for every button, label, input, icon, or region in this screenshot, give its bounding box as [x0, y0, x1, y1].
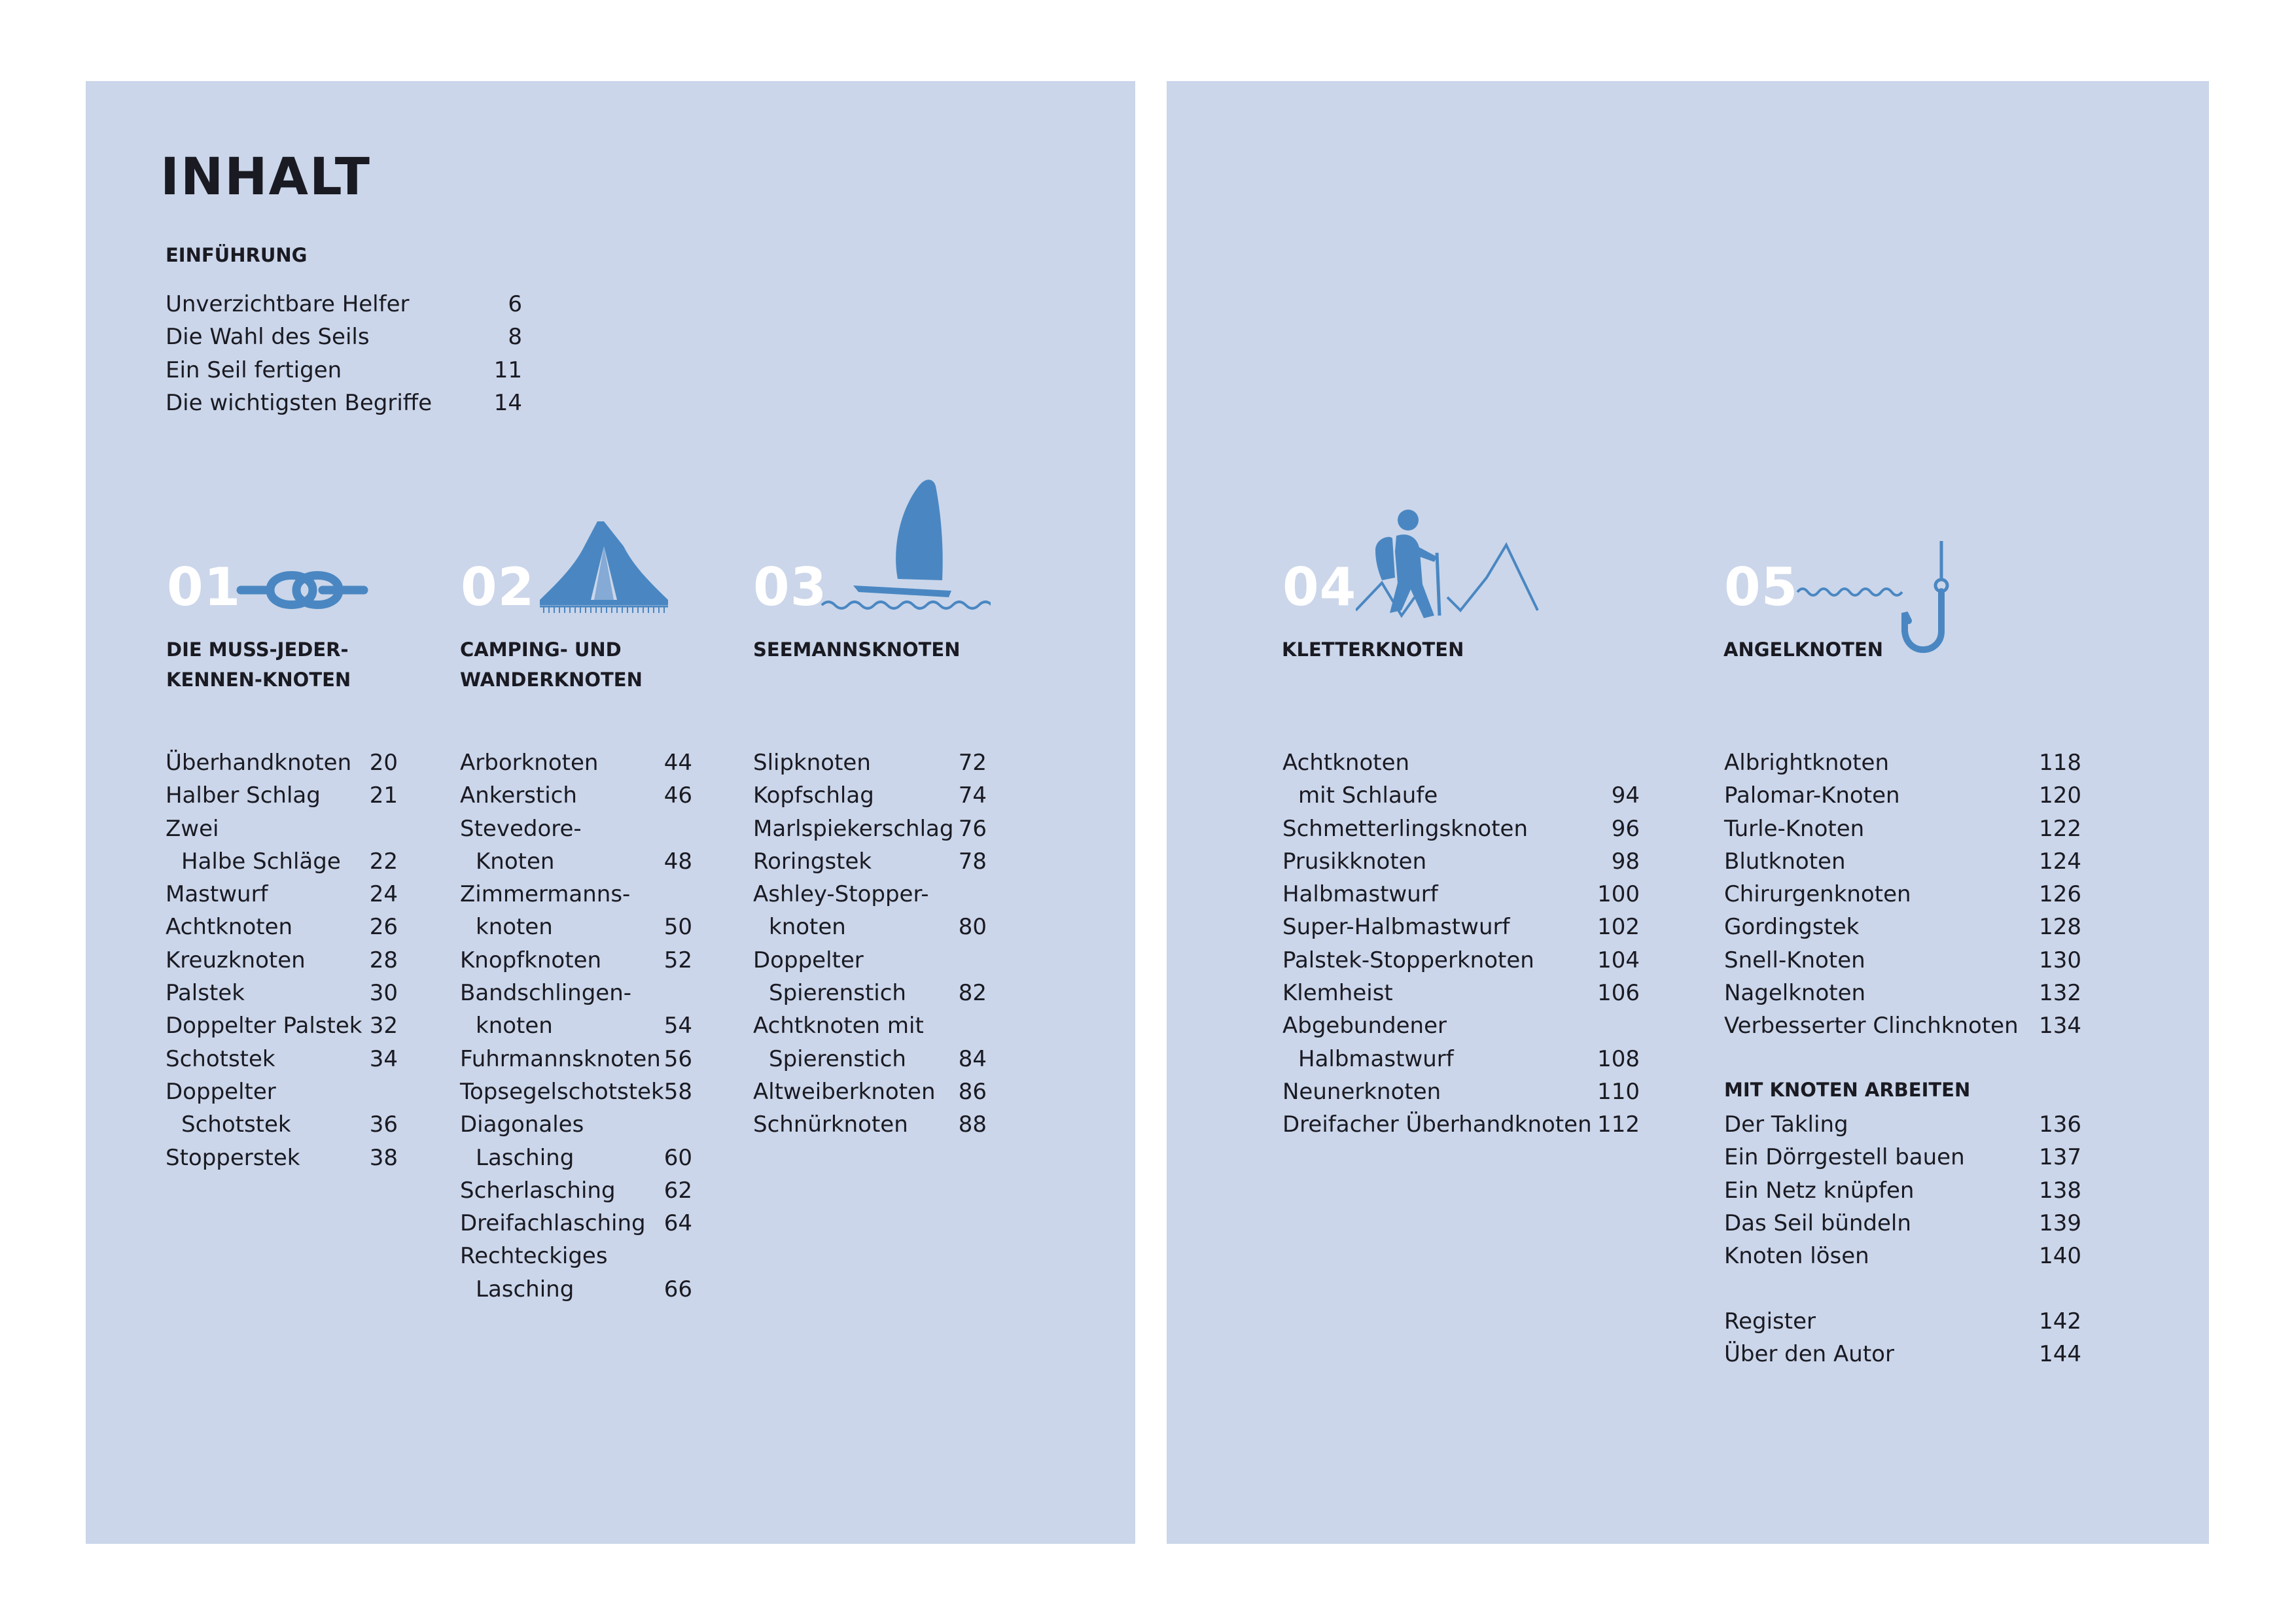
entry-page-number: 76	[958, 815, 987, 842]
entry-title: Fuhrmannsknoten	[460, 1045, 661, 1072]
toc-entry	[460, 911, 692, 943]
entry-page-number: 110	[1597, 1078, 1640, 1105]
toc-entry	[166, 944, 398, 977]
entry-title: Die wichtigsten Begriffe	[166, 389, 433, 416]
entry-title-continuation: Halbe Schläge	[181, 848, 341, 875]
entry-page-number: 84	[958, 1045, 987, 1072]
entry-page-number: 94	[1611, 782, 1640, 809]
section-02-list	[460, 746, 692, 1306]
toc-entry	[460, 779, 692, 812]
entry-page-number: 137	[2039, 1144, 2081, 1171]
entry-title: Halbmastwurf	[1282, 881, 1438, 908]
entry-title: Scherlasching	[460, 1177, 616, 1204]
toc-entry	[460, 1043, 692, 1075]
entry-title: Ankerstich	[460, 782, 577, 809]
entry-title-continuation: Knoten	[476, 848, 555, 875]
toc-entry	[1282, 779, 1640, 812]
entry-page-number: 96	[1611, 815, 1640, 842]
toc-entry	[1724, 911, 2081, 943]
toc-entry	[1282, 944, 1640, 977]
toc-entry	[753, 1108, 987, 1141]
toc-entry	[1724, 1207, 2081, 1240]
section-02-number: 02	[461, 557, 535, 618]
toc-entry	[460, 812, 692, 845]
entry-page-number: 38	[369, 1144, 398, 1171]
entry-page-number: 132	[2039, 980, 2081, 1007]
toc-entry	[1282, 878, 1640, 911]
entry-page-number: 44	[663, 750, 692, 776]
entry-title: Turle-Knoten	[1724, 815, 1865, 842]
toc-entry	[166, 1075, 398, 1108]
section-01-heading-line-2: KENNEN-KNOTEN	[166, 669, 351, 691]
entry-title: Überhandknoten	[166, 750, 352, 776]
entry-title: Diagonales	[460, 1111, 584, 1138]
entry-page-number: 60	[663, 1144, 692, 1171]
entry-page-number: 136	[2039, 1111, 2081, 1138]
toc-entry	[166, 288, 522, 321]
entry-page-number: 80	[958, 914, 987, 941]
toc-entry	[460, 1273, 692, 1306]
entry-title: Der Takling	[1724, 1111, 1848, 1138]
entry-title: Snell-Knoten	[1724, 947, 1865, 973]
entry-page-number: 24	[369, 881, 398, 908]
entry-page-number: 104	[1597, 947, 1640, 973]
entry-title: Altweiberknoten	[753, 1078, 936, 1105]
toc-entry	[1282, 911, 1640, 943]
appendix-list	[1724, 1305, 2081, 1371]
entry-title: Prusikknoten	[1282, 848, 1427, 875]
toc-entry	[460, 944, 692, 977]
entry-title: Kopfschlag	[753, 782, 874, 809]
entry-page-number: 50	[663, 914, 692, 941]
section-05-list	[1724, 746, 2081, 1043]
entry-page-number: 8	[508, 324, 522, 351]
working-list	[1724, 1108, 2081, 1272]
toc-entry	[166, 878, 398, 911]
toc-entry	[1282, 1043, 1640, 1075]
entry-page-number: 118	[2039, 750, 2081, 776]
section-05-number: 05	[1724, 557, 1799, 618]
section-05-heading	[1723, 635, 1998, 665]
toc-entry	[753, 812, 987, 845]
entry-page-number: 72	[958, 750, 987, 776]
entry-title-continuation: Schotstek	[181, 1111, 291, 1138]
section-01-heading	[166, 635, 441, 695]
entry-title: Knoten lösen	[1724, 1243, 1869, 1270]
section-01-number: 01	[167, 557, 241, 618]
toc-entry	[460, 845, 692, 878]
toc-entry	[1724, 1108, 2081, 1141]
entry-page-number: 126	[2039, 881, 2081, 908]
entry-title: Nagelknoten	[1724, 980, 1866, 1007]
toc-entry	[166, 779, 398, 812]
toc-entry	[166, 812, 398, 845]
entry-page-number: 98	[1611, 848, 1640, 875]
entry-page-number: 54	[663, 1013, 692, 1039]
section-04-heading-line-1: KLETTERKNOTEN	[1282, 638, 1464, 661]
toc-entry	[460, 1207, 692, 1240]
entry-page-number: 88	[958, 1111, 987, 1138]
entry-title: Arborknoten	[460, 750, 599, 776]
entry-page-number: 108	[1597, 1045, 1640, 1072]
entry-page-number: 82	[958, 980, 987, 1007]
entry-page-number: 120	[2039, 782, 2081, 809]
toc-entry	[1724, 1009, 2081, 1042]
entry-title: Rechteckiges	[460, 1243, 608, 1270]
section-03-number: 03	[753, 557, 828, 618]
entry-title: Chirurgenknoten	[1724, 881, 1911, 908]
entry-title: Mastwurf	[166, 881, 268, 908]
entry-title: Schnürknoten	[753, 1111, 908, 1138]
toc-entry	[1724, 1174, 2081, 1207]
section-04-heading	[1282, 635, 1557, 665]
entry-page-number: 112	[1597, 1111, 1640, 1138]
entry-title: Roringstek	[753, 848, 872, 875]
toc-entry	[753, 1009, 987, 1042]
toc-entry	[1724, 944, 2081, 977]
toc-entry	[1724, 878, 2081, 911]
entry-title-continuation: Lasching	[476, 1144, 574, 1171]
toc-entry	[1724, 1141, 2081, 1174]
toc-entry	[753, 977, 987, 1009]
entry-page-number: 86	[958, 1078, 987, 1105]
entry-title: Palstek-Stopperknoten	[1282, 947, 1534, 973]
entry-page-number: 139	[2039, 1210, 2081, 1236]
entry-title: Ein Seil fertigen	[166, 357, 342, 383]
entry-page-number: 26	[369, 914, 398, 941]
toc-entry	[1282, 812, 1640, 845]
toc-entry	[753, 1075, 987, 1108]
intro-heading: EINFÜHRUNG	[166, 244, 308, 266]
toc-entry	[753, 845, 987, 878]
tent-icon	[539, 520, 669, 618]
toc-entry	[460, 977, 692, 1009]
entry-title: Doppelter	[753, 947, 864, 973]
toc-entry	[1724, 1338, 2081, 1370]
toc-entry	[1724, 1240, 2081, 1272]
toc-entry	[166, 845, 398, 878]
entry-title: Dreifacher Überhandknoten	[1282, 1111, 1592, 1138]
entry-title: Gordingstek	[1724, 914, 1860, 941]
toc-entry	[460, 1174, 692, 1207]
entry-title: Albrightknoten	[1724, 750, 1890, 776]
toc-entry	[460, 878, 692, 911]
entry-page-number: 78	[958, 848, 987, 875]
entry-title: Ein Dörrgestell bauen	[1724, 1144, 1965, 1171]
working-heading: MIT KNOTEN ARBEITEN	[1724, 1079, 1971, 1101]
entry-title: Achtknoten mit	[753, 1013, 924, 1039]
entry-title: Register	[1724, 1308, 1816, 1335]
entry-title: Marlspiekerschlag	[753, 815, 954, 842]
section-01-list	[166, 746, 398, 1174]
toc-entry	[460, 1075, 692, 1108]
entry-title: Stevedore-	[460, 815, 582, 842]
entry-title: Topsegelschotstek	[460, 1078, 664, 1105]
entry-title: Unverzichtbare Helfer	[166, 291, 410, 317]
toc-entry	[460, 746, 692, 779]
toc-entry	[166, 1009, 398, 1042]
entry-title-continuation: knoten	[476, 914, 553, 941]
entry-page-number: 21	[369, 782, 398, 809]
entry-title: Doppelter Palstek	[166, 1013, 362, 1039]
entry-title: Das Seil bündeln	[1724, 1210, 1911, 1236]
entry-page-number: 14	[493, 389, 522, 416]
entry-page-number: 140	[2039, 1243, 2081, 1270]
entry-title: Verbesserter Clinchknoten	[1724, 1013, 2019, 1039]
entry-page-number: 142	[2039, 1308, 2081, 1335]
entry-title: Schotstek	[166, 1045, 275, 1072]
entry-page-number: 32	[369, 1013, 398, 1039]
entry-page-number: 30	[369, 980, 398, 1007]
entry-page-number: 58	[663, 1078, 692, 1105]
entry-page-number: 11	[493, 357, 522, 383]
section-03-heading-line-1: SEEMANNSKNOTEN	[753, 638, 961, 661]
entry-title: Über den Autor	[1724, 1341, 1894, 1368]
section-03-heading	[753, 635, 1028, 665]
toc-entry	[1724, 746, 2081, 779]
toc-entry	[1282, 845, 1640, 878]
entry-title: Zwei	[166, 815, 219, 842]
toc-entry	[166, 911, 398, 943]
intro-list	[166, 288, 522, 419]
entry-title: Palomar-Knoten	[1724, 782, 1900, 809]
entry-page-number: 138	[2039, 1177, 2081, 1204]
section-04-number: 04	[1282, 557, 1357, 618]
entry-page-number: 62	[663, 1177, 692, 1204]
entry-title: Klemheist	[1282, 980, 1393, 1007]
toc-entry	[1282, 1108, 1640, 1141]
entry-title-continuation: Spierenstich	[769, 1045, 906, 1072]
toc-entry	[1282, 1009, 1640, 1042]
entry-title: Zimmermanns-	[460, 881, 631, 908]
entry-page-number: 100	[1597, 881, 1640, 908]
toc-entry	[460, 1108, 692, 1141]
entry-title-continuation: mit Schlaufe	[1298, 782, 1438, 809]
section-05-heading-line-1: ANGELKNOTEN	[1723, 638, 1884, 661]
entry-page-number: 48	[663, 848, 692, 875]
entry-title: Neunerknoten	[1282, 1078, 1441, 1105]
entry-title-continuation: Halbmastwurf	[1298, 1045, 1454, 1072]
entry-page-number: 6	[508, 291, 522, 317]
toc-entry	[166, 321, 522, 353]
entry-title: Ashley-Stopper-	[753, 881, 929, 908]
toc-entry	[1282, 1075, 1640, 1108]
toc-entry	[1724, 779, 2081, 812]
section-03-list	[753, 746, 987, 1142]
section-01-heading-line-1: DIE MUSS-JEDER-	[166, 638, 349, 661]
toc-entry	[1724, 1305, 2081, 1338]
sailboat-icon	[821, 474, 991, 618]
toc-entry	[753, 911, 987, 943]
toc-entry	[460, 1240, 692, 1272]
toc-entry	[753, 1043, 987, 1075]
toc-entry	[166, 1108, 398, 1141]
entry-title: Ein Netz knüpfen	[1724, 1177, 1915, 1204]
toc-entry	[460, 1009, 692, 1042]
entry-page-number: 130	[2039, 947, 2081, 973]
entry-page-number: 74	[958, 782, 987, 809]
entry-page-number: 28	[369, 947, 398, 973]
toc-entry	[1282, 746, 1640, 779]
entry-title: Bandschlingen-	[460, 980, 632, 1007]
entry-title: Knopfknoten	[460, 947, 602, 973]
entry-title: Die Wahl des Seils	[166, 324, 370, 351]
entry-title: Super-Halbmastwurf	[1282, 914, 1510, 941]
entry-title: Halber Schlag	[166, 782, 321, 809]
entry-page-number: 102	[1597, 914, 1640, 941]
entry-title: Palstek	[166, 980, 245, 1007]
section-04-list	[1282, 746, 1640, 1142]
entry-page-number: 128	[2039, 914, 2081, 941]
entry-title: Kreuzknoten	[166, 947, 306, 973]
entry-page-number: 106	[1597, 980, 1640, 1007]
entry-title: Schmetterlingsknoten	[1282, 815, 1528, 842]
entry-page-number: 124	[2039, 848, 2081, 875]
page-title: INHALT	[160, 148, 371, 207]
entry-page-number: 22	[369, 848, 398, 875]
entry-page-number: 56	[663, 1045, 692, 1072]
knot-icon	[234, 556, 368, 621]
entry-title-continuation: Lasching	[476, 1276, 574, 1302]
toc-entry	[166, 746, 398, 779]
toc-entry	[166, 1043, 398, 1075]
toc-entry	[166, 977, 398, 1009]
toc-entry	[166, 387, 522, 419]
entry-title: Blutknoten	[1724, 848, 1846, 875]
entry-page-number: 134	[2039, 1013, 2081, 1039]
entry-title: Dreifachlasching	[460, 1210, 646, 1237]
entry-page-number: 20	[369, 750, 398, 776]
section-02-heading-line-2: WANDERKNOTEN	[460, 669, 643, 691]
hiker-icon	[1356, 506, 1552, 620]
entry-page-number: 34	[369, 1045, 398, 1072]
toc-entry	[1724, 977, 2081, 1009]
toc-entry	[460, 1142, 692, 1174]
entry-page-number: 122	[2039, 815, 2081, 842]
entry-title-continuation: knoten	[476, 1013, 553, 1039]
entry-title: Achtknoten	[166, 914, 293, 941]
entry-title: Slipknoten	[753, 750, 871, 776]
toc-entry	[166, 1142, 398, 1174]
entry-title: Stopperstek	[166, 1144, 300, 1171]
toc-entry	[1282, 977, 1640, 1009]
entry-page-number: 66	[663, 1276, 692, 1302]
toc-entry	[166, 354, 522, 387]
entry-page-number: 144	[2039, 1341, 2081, 1368]
entry-title: Abgebundener	[1282, 1013, 1447, 1039]
entry-page-number: 36	[369, 1111, 398, 1138]
entry-title-continuation: Spierenstich	[769, 980, 906, 1007]
toc-entry	[753, 779, 987, 812]
entry-page-number: 46	[663, 782, 692, 809]
entry-page-number: 64	[663, 1210, 692, 1237]
entry-title-continuation: knoten	[769, 914, 846, 941]
section-02-heading	[460, 635, 735, 695]
section-02-heading-line-1: CAMPING- UND	[460, 638, 622, 661]
toc-entry	[753, 878, 987, 911]
toc-entry	[753, 944, 987, 977]
toc-entry	[1724, 845, 2081, 878]
entry-title: Achtknoten	[1282, 750, 1410, 776]
toc-entry	[753, 746, 987, 779]
toc-entry	[1724, 812, 2081, 845]
entry-title: Doppelter	[166, 1078, 276, 1105]
entry-page-number: 52	[663, 947, 692, 973]
